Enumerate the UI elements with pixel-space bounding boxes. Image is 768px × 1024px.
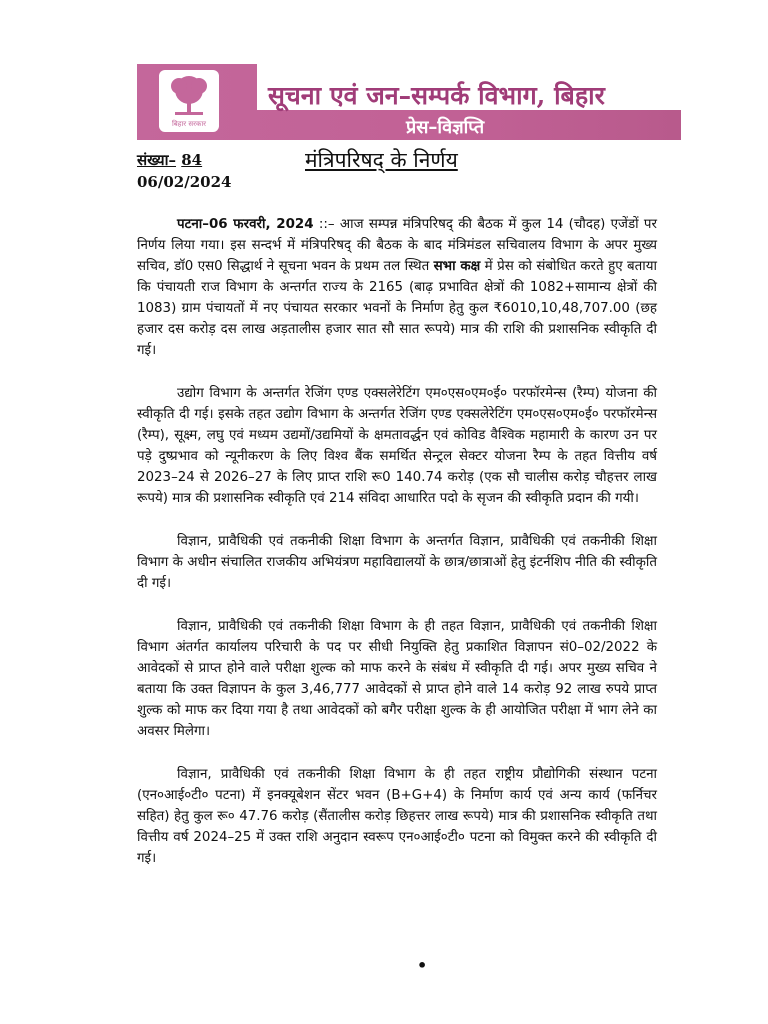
logo-caption: बिहार सरकार bbox=[171, 120, 207, 128]
paragraph-4: विज्ञान, प्रावैधिकी एवं तकनीकी शिक्षा विभाग के ही तहत विज्ञान, प्रावैधिकी एवं तकनीकी शिक्षा विभाग अंतर्गत कार्यालय परिचारी के पद पर सीधी नियुक्ति हेतु प्रकाशित विज्ञापन सं0–02/2022 के आवेदकों से प्राप्त होने वाले परीक्षा शुल्क को माफ करने के संबंध में स्वीकृति दी गई। अपर मुख्य सचिव ने बताया कि उक्त विज्ञापन के कुल 3,46,777 आवेदकों से प्राप्त होने वाले 14 करोड़ 92 लाख रुपये प्राप्त शुल्क को माफ कर दिया गया है तथा आवेदकों को बगैर परीक्षा शुल्क के ही आयोजित परीक्षा में भाग लेने का अवसर मिलेगा। bbox=[137, 619, 657, 739]
page-marker: • bbox=[417, 956, 428, 975]
page-title: मंत्रिपरिषद् के निर्णय bbox=[305, 148, 458, 172]
paragraph-2: उद्योग विभाग के अन्तर्गत रेजिंग एण्ड एक्सलेरेटिंग एम०एस०एम०ई० परफॉरमेन्स (रैम्प) योजना की स्वीकृति दी गई। इसके तहत उद्योग विभाग के अन्तर्गत रेजिंग एण्ड एक्सलेरेटिंग एम०एस०एम०ई० परफॉरमेन्स (रैम्प), सूक्ष्म, लघु एवं मध्यम उद्यमों/उद्यमियों के क्षमतावर्द्धन एवं कोविड वैश्विक महामारी के कारण उन पर पड़े दुष्प्रभाव को न्यूनीकरण के लिए विश्व बैंक समर्थित सेन्ट्रल सेक्टर योजना रैम्प के तहत वित्तीय वर्ष 2023–24 से 2026–27 के लिए प्राप्त राशि रू0 140.74 करोड़ (एक सौ चालीस करोड़ चौहत्तर लाख रूपये) मात्र की प्रशासनिक स्वीकृति एवं 214 संविदा आधारित पदो के सृजन की स्वीकृति प्रदान की गयी। bbox=[137, 386, 657, 506]
meeting-hall-name: सभा कक्ष bbox=[433, 259, 481, 274]
paragraph-1-text-b: में प्रेस को संबोधित करते हुए बताया कि पंचायती राज विभाग के अन्तर्गत राज्य के 2165 (बाढ़ प्रभावित क्षेत्रों की 1082+सामान्य क्षेत्रों की 1083) ग्राम पंचायतों में नए पंचायत सरकार भवनों के निर्माण हेतु कुल ₹6010,10,48,707.00 (छह हजार दस करोड़ दस लाख अड़तालीस हजार सात सौ सात रूपये) मात्र की राशि की प्रशासनिक स्वीकृति दी गई। bbox=[137, 259, 657, 358]
paragraph-3: विज्ञान, प्रावैधिकी एवं तकनीकी शिक्षा विभाग के अन्तर्गत विज्ञान, प्रावैधिकी एवं तकनीकी शिक्षा विभाग के अधीन संचालित राजकीय अभियंत्रण महाविद्यालयों के छात्र/छात्राओं हेतु इंटर्नशिप नीति की स्वीकृति दी गई। bbox=[137, 534, 657, 591]
paragraph-1-text-a: आज सम्पन्न मंत्रिपरिषद् की बैठक में कुल 14 (चौदह) एजेंडों पर निर्णय लिया गया। इस सन्दर्भ में मंत्रिपरिषद् की बैठक के बाद मंत्रिमंडल सचिवालय विभाग के अपर मुख्य सचिव, डॉ0 एस0 सिद्धार्थ ने सूचना भवन के प्रथम तल स्थित bbox=[137, 217, 657, 274]
release-date: 06/02/2024 bbox=[137, 173, 232, 191]
paragraph-1 bbox=[137, 214, 657, 361]
press-release-label: प्रेस–विज्ञप्ति bbox=[406, 117, 485, 138]
department-title: सूचना एवं जन–सम्पर्क विभाग, बिहार bbox=[268, 81, 605, 110]
number-label: संख्या– bbox=[137, 151, 177, 169]
tree-emblem-icon bbox=[159, 70, 219, 132]
dateline: पटना–06 फरवरी, 2024 bbox=[177, 217, 314, 232]
release-number bbox=[137, 150, 247, 170]
paragraph-5: विज्ञान, प्रावैधिकी एवं तकनीकी शिक्षा विभाग के ही तहत राष्ट्रीय प्रौद्योगिकी संस्थान पटना (एन०आई०टी० पटना) में इनक्यूबेशन सेंटर भवन (B+G+4) के निर्माण कार्य एवं अन्य कार्य (फर्निचर सहित) हेतु कुल रू० 47.76 करोड़ (सैंतालीस करोड़ छिहत्तर लाख रूपये) मात्र की प्रशासनिक स्वीकृति तथा वित्तीय वर्ष 2024–25 में उक्त राशि अनुदान स्वरूप एन०आई०टी० पटना को विमुक्त करने की स्वीकृति दी गई। bbox=[137, 767, 657, 866]
bihar-emblem-logo bbox=[159, 70, 219, 132]
document-body bbox=[137, 214, 657, 891]
number-value: 84 bbox=[181, 151, 203, 169]
dateline-separator: ::– bbox=[313, 217, 340, 232]
